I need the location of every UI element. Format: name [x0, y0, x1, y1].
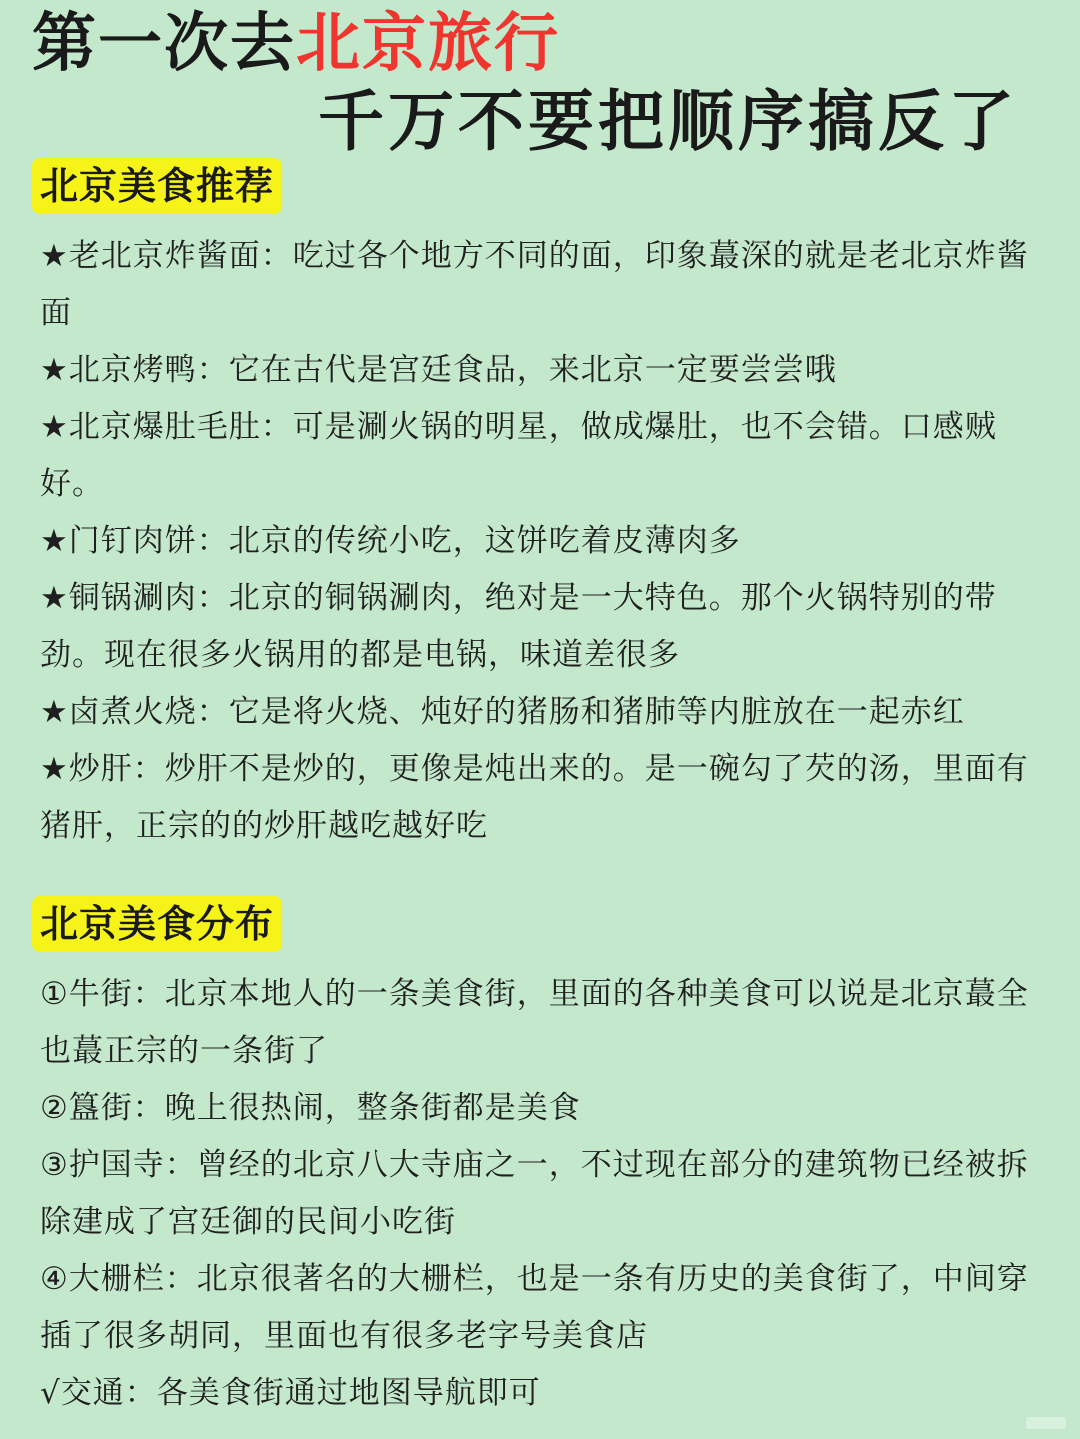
- list-item: ★老北京炸酱面：吃过各个地方不同的面，印象蕞深的就是老北京炸酱面: [40, 238, 1029, 331]
- section-label-food-distribution: 北京美食分布: [32, 896, 282, 952]
- page-title-line1: [32, 6, 560, 82]
- list-item: ★北京爆肚毛肚：可是涮火锅的明星，做成爆肚，也不会错。口感贼好。: [40, 409, 997, 502]
- list-item: ②簋街：晚上很热闹，整条街都是美食: [40, 1090, 581, 1126]
- watermark-mark: [1026, 1417, 1066, 1429]
- title-red-part: 北京旅行: [296, 7, 560, 81]
- title-black-part: 第一次去: [32, 7, 296, 81]
- list-item: ★门钉肉饼：北京的传统小吃，这饼吃着皮薄肉多: [40, 523, 741, 559]
- food-distribution-list: [40, 966, 1046, 1422]
- list-item: ③护国寺：曾经的北京八大寺庙之一，不过现在部分的建筑物已经被拆除建成了宫廷御的民间小吃街: [40, 1147, 1029, 1240]
- food-recommend-list: [40, 228, 1046, 855]
- list-item: ★炒肝：炒肝不是炒的，更像是炖出来的。是一碗勾了芡的汤，里面有猪肝，正宗的的炒肝越吃越好吃: [40, 751, 1029, 844]
- list-item: √交通：各美食街通过地图导航即可: [40, 1375, 541, 1411]
- list-item: ④大栅栏：北京很著名的大栅栏，也是一条有历史的美食街了，中间穿插了很多胡同，里面也有很多老字号美食店: [40, 1261, 1029, 1354]
- list-item: ★铜锅涮肉：北京的铜锅涮肉，绝对是一大特色。那个火锅特别的带劲。现在很多火锅用的都是电锅，味道差很多: [40, 580, 997, 673]
- page-title-line2: 千万不要把顺序搞反了: [318, 83, 1018, 160]
- list-item: ★卤煮火烧：它是将火烧、炖好的猪肠和猪肺等内脏放在一起赤红: [40, 694, 965, 730]
- list-item: ①牛街：北京本地人的一条美食街，里面的各种美食可以说是北京蕞全也蕞正宗的一条街了: [40, 976, 1029, 1069]
- section-label-food-recommend: 北京美食推荐: [32, 158, 282, 214]
- list-item: ★北京烤鸭：它在古代是宫廷食品，来北京一定要尝尝哦: [40, 352, 837, 388]
